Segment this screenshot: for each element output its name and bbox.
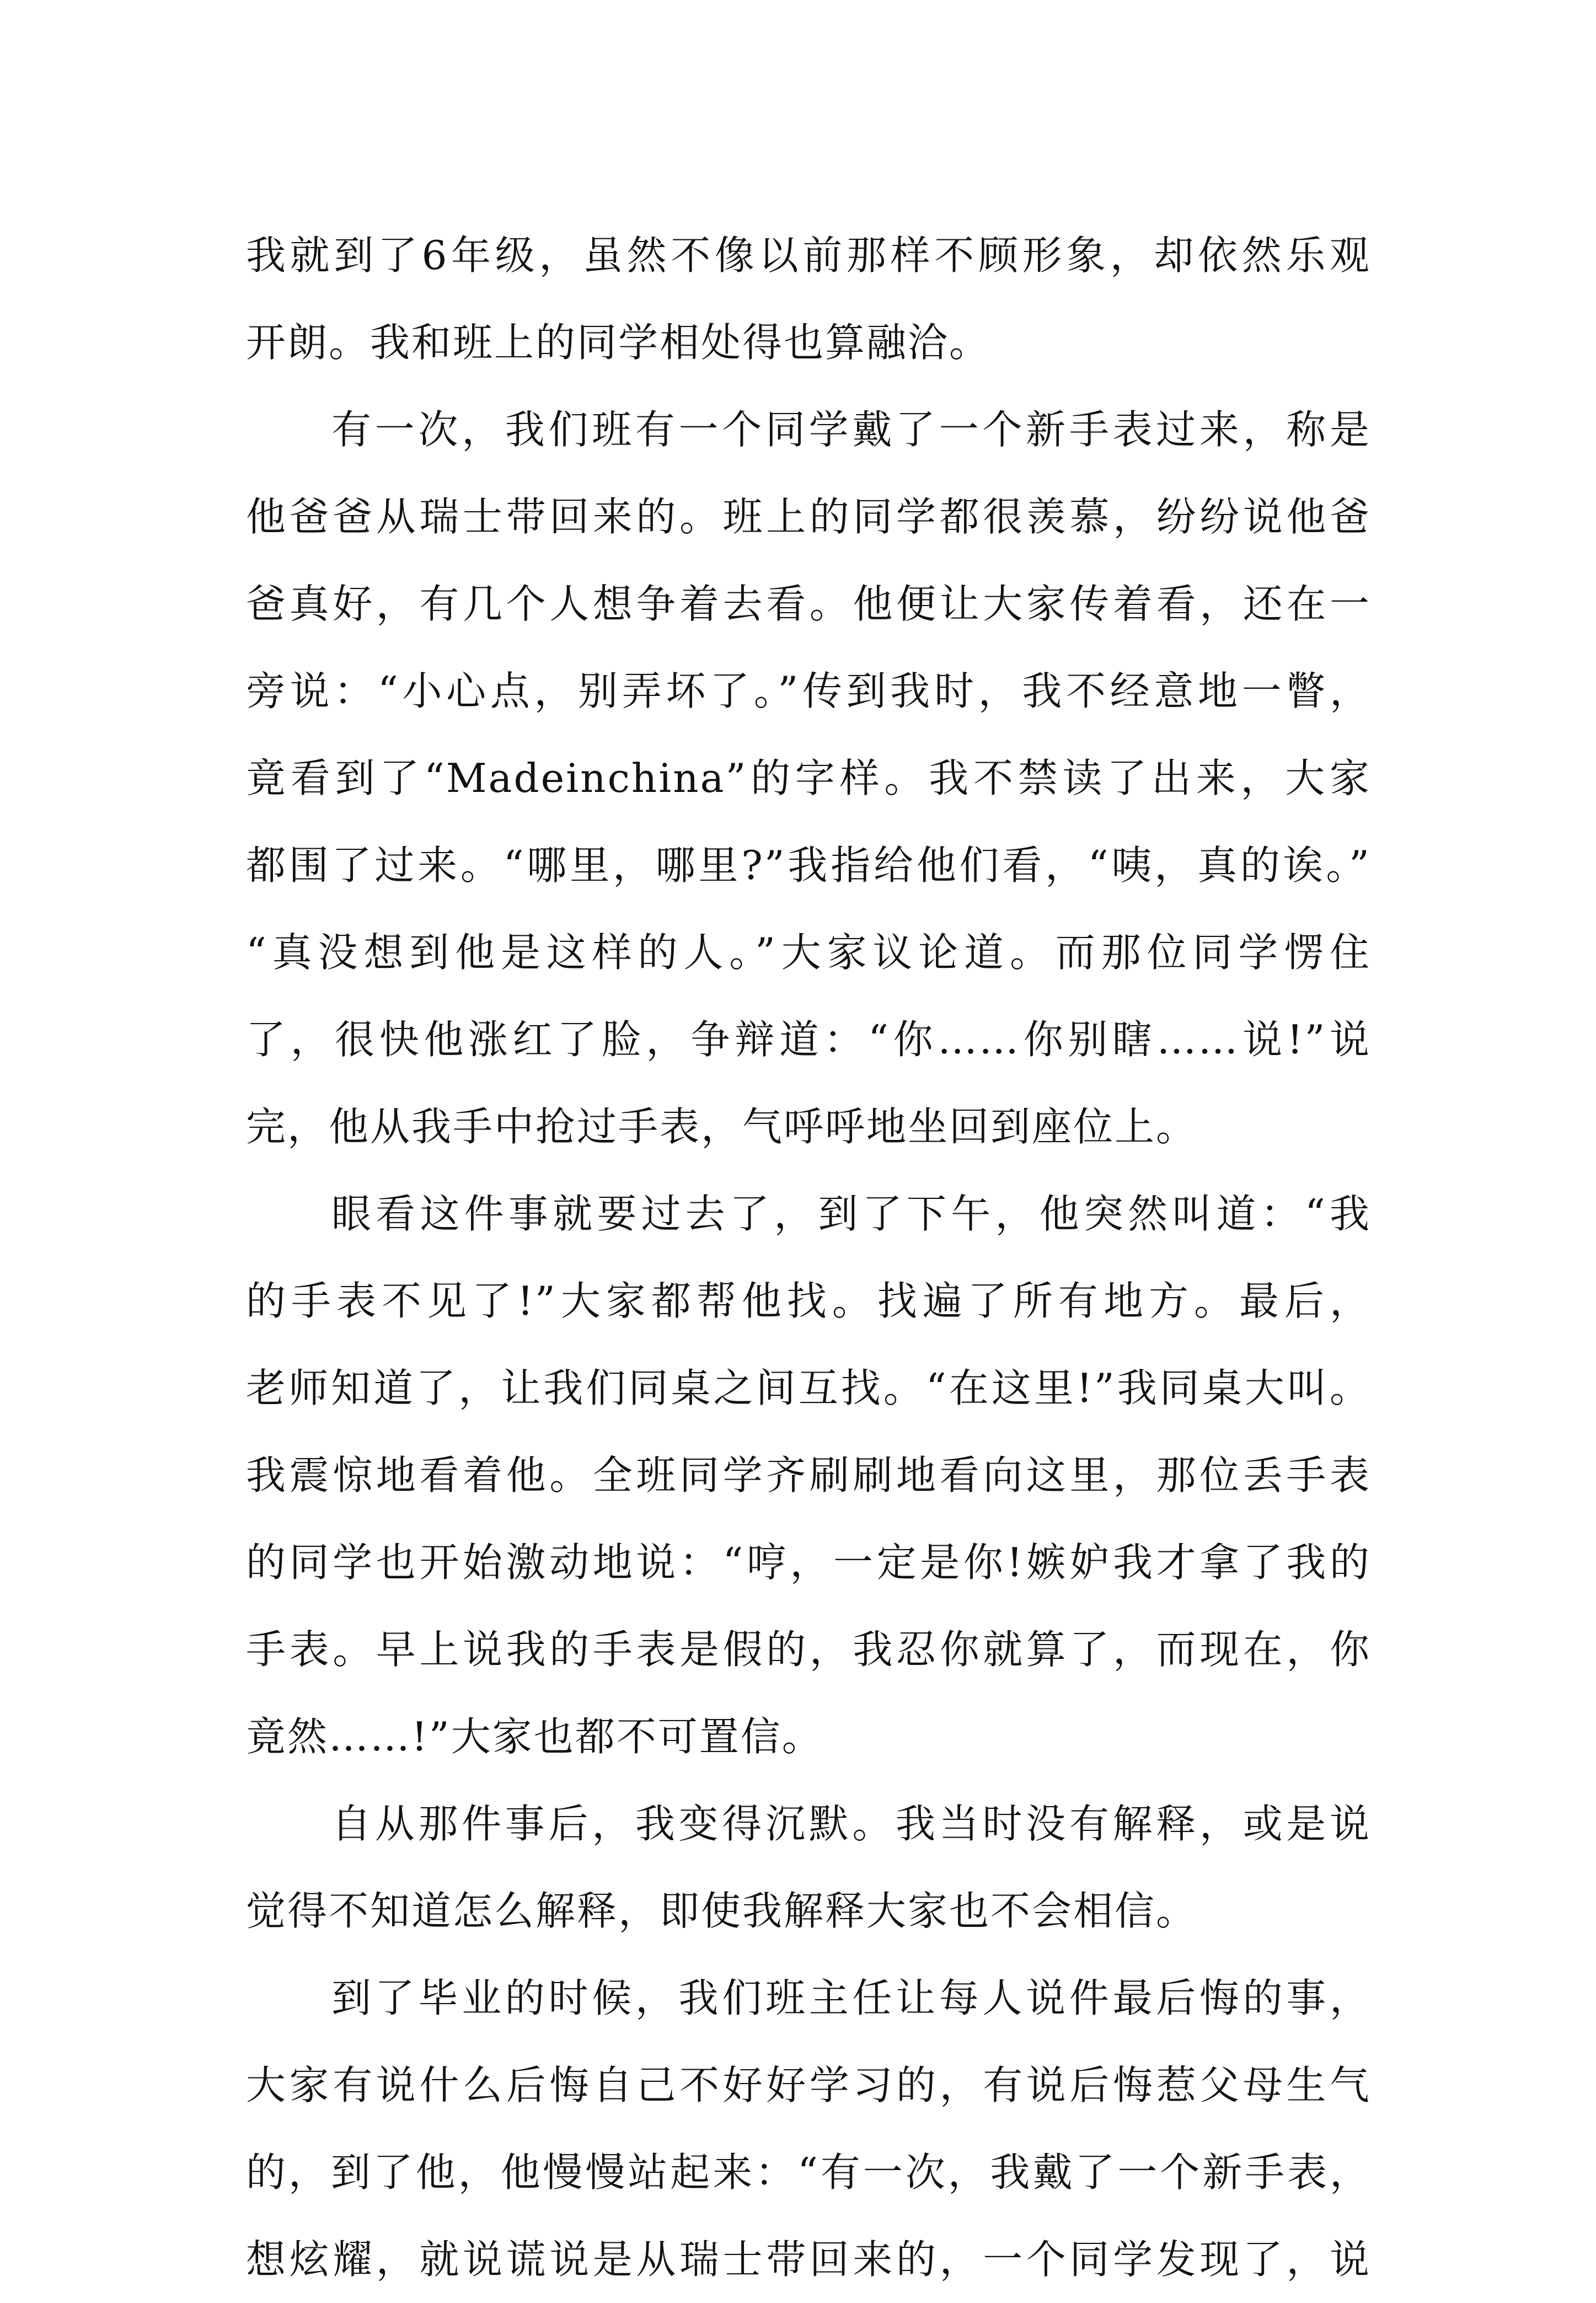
text-line: 觉得不知道怎么解释，即使我解释大家也不会相信。 xyxy=(246,1888,1198,1934)
text-line: 了，很快他涨红了脸，争辩道：“你……你别瞎……说!”说 xyxy=(246,1016,1371,1063)
text-line: 有一次，我们班有一个同学戴了一个新手表过来，称是 xyxy=(331,406,1371,453)
text-line: 老师知道了，让我们同桌之间互找。“在这里!”我同桌大叫。 xyxy=(246,1365,1371,1411)
text-line: 到了毕业的时候，我们班主任让每人说件最后悔的事， xyxy=(331,1975,1371,2021)
text-line: 的，到了他，他慢慢站起来：“有一次，我戴了一个新手表， xyxy=(246,2149,1371,2195)
paragraph xyxy=(246,1170,1371,1780)
text-line: 的同学也开始激动地说：“哼，一定是你!嫉妒我才拿了我的 xyxy=(246,1539,1371,1586)
text-line: 他爸爸从瑞士带回来的。班上的同学都很羡慕，纷纷说他爸 xyxy=(246,494,1371,540)
text-line: 旁说：“小心点，别弄坏了。”传到我时，我不经意地一瞥， xyxy=(246,668,1371,714)
text-line: 完，他从我手中抢过手表，气呼呼地坐回到座位上。 xyxy=(246,1104,1198,1150)
text-line: 我震惊地看着他。全班同学齐刷刷地看向这里，那位丢手表 xyxy=(246,1452,1371,1498)
text-line: 想炫耀，就说谎说是从瑞士带回来的，一个同学发现了，说 xyxy=(246,2236,1371,2283)
text-line: 眼看这件事就要过去了，到了下午，他突然叫道：“我 xyxy=(331,1191,1371,1237)
text-line: 开朗。我和班上的同学相处得也算融洽。 xyxy=(246,319,991,366)
paragraph xyxy=(246,1954,1371,2303)
text-line: 我就到了6年级，虽然不像以前那样不顾形象，却依然乐观 xyxy=(246,232,1371,278)
paragraph xyxy=(246,1780,1371,1954)
text-line: “真没想到他是这样的人。”大家议论道。而那位同学愣住 xyxy=(246,929,1371,976)
text-line: 爸真好，有几个人想争着去看。他便让大家传着看，还在一 xyxy=(246,581,1371,627)
text-line: 都围了过来。“哪里，哪里?”我指给他们看，“咦，真的诶。” xyxy=(246,842,1371,888)
text-line: 手表。早上说我的手表是假的，我忍你就算了，而现在，你 xyxy=(246,1626,1371,1673)
text-line: 自从那件事后，我变得沉默。我当时没有解释，或是说 xyxy=(331,1801,1371,1847)
paragraph xyxy=(246,212,1371,386)
text-line: 大家有说什么后悔自己不好好学习的，有说后悔惹父母生气 xyxy=(246,2062,1371,2108)
paragraph xyxy=(246,386,1371,1170)
text-line: 竟然……!”大家也都不可置信。 xyxy=(246,1713,823,1760)
body-text xyxy=(246,212,1371,2303)
text-line: 的手表不见了!”大家都帮他找。找遍了所有地方。最后， xyxy=(246,1278,1371,1324)
text-line: 竟看到了“Madeinchina”的字样。我不禁读了出来，大家 xyxy=(246,755,1371,801)
